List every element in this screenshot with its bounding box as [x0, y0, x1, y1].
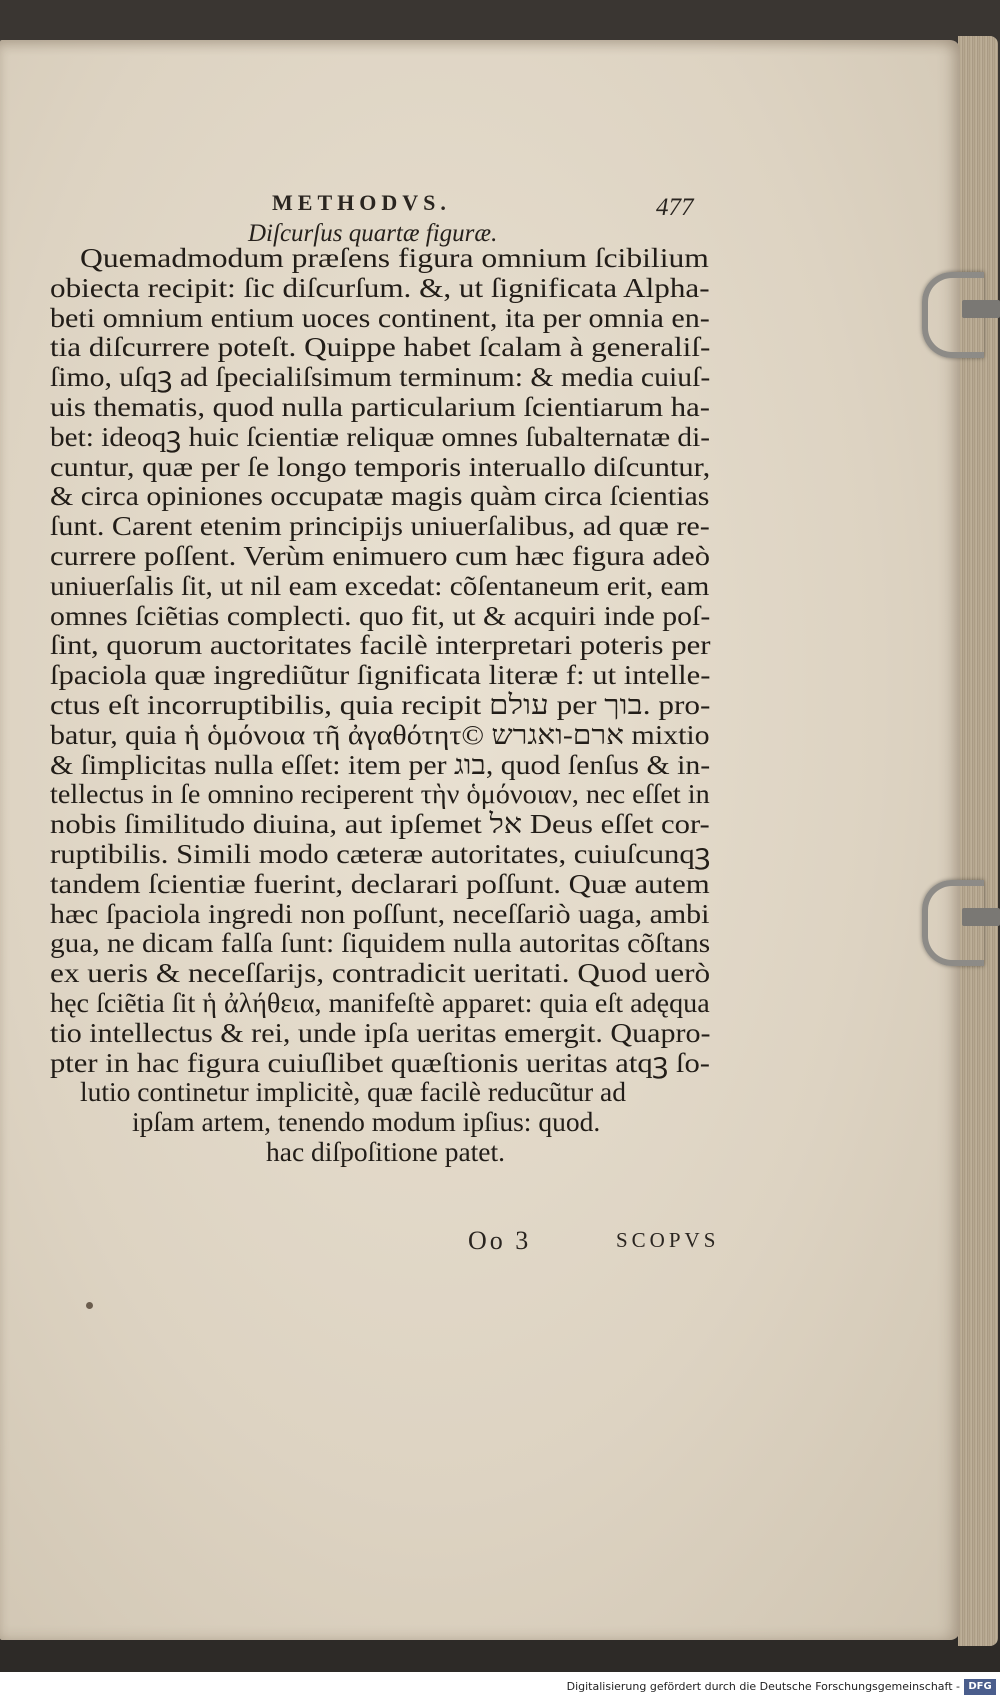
- page-number: 477: [656, 194, 694, 221]
- catchword: SCOPVS: [616, 1228, 720, 1252]
- text-line: pter in hac figura cuiuſlibet quæſtionis ueritas atqꝫ ſo-: [50, 1046, 710, 1078]
- text-line: & ſimplicitas nulla eſſet: item per בוג, quod ſenſus & in-: [50, 748, 711, 780]
- dfg-logo-icon: DFG: [964, 1679, 996, 1695]
- text-line: hac diſpoſitione patet.: [266, 1136, 506, 1167]
- text-line: tandem ſcientiæ fuerint, declarari poſſunt. Quæ autem: [50, 867, 710, 899]
- text-line: ipſam artem, tenendo modum ipſius: quod.: [132, 1106, 601, 1138]
- text-line: uis thematis, quod nulla particularium ſcientiarum ha-: [50, 391, 710, 422]
- text-line: tia diſcurrere poteſt. Quippe habet ſcalam à generaliſ-: [50, 331, 711, 363]
- text-line: uniuerſalis ſit, ut nil eam excedat: cõſentaneum erit, eam: [50, 569, 710, 601]
- text-line: hæc ſpaciola ingredi non poſſunt, neceſſariò uaga, ambi: [50, 897, 710, 929]
- text-line: ruptibilis. Simili modo cæteræ autoritates, cuiuſcunqꝫ: [50, 838, 711, 869]
- text-line: gua, ne dicam falſa ſunt: ſiquidem nulla autoritas cõſtans: [50, 927, 711, 959]
- text-line: lutio continetur implicitè, quæ facilè reducũtur ad: [80, 1076, 627, 1108]
- text-line: nobis ſimilitudo diuina, aut ipſemet אל Deus eſſet cor-: [50, 808, 710, 840]
- text-line: beti omnium entium uoces continent, ita per omnia en-: [50, 301, 710, 333]
- text-line: ſint, quorum auctoritates facilè interpretari poteris per: [50, 629, 711, 661]
- ink-spot: [86, 1302, 93, 1309]
- text-line: batur, quia ἡ ὁμόνοια τῆ ἀγαθότητ© ארם-ואגרש mixtio: [50, 718, 710, 750]
- section-subtitle: Diſcurſus quartæ figuræ.: [248, 220, 498, 247]
- running-title: METHODVS.: [272, 190, 451, 215]
- text-line: tellectus in ſe omnino reciperent τὴν ὁμόνοιαν, nec eſſet in: [50, 778, 710, 810]
- text-line: ſimo, uſqꝫ ad ſpecialiſsimum terminum: & media cuiuſ-: [50, 361, 711, 393]
- text-line: Quemadmodum præſens figura omnium ſcibilium: [80, 242, 709, 273]
- text-line: hęc ſciẽtia ſit ἡ ἀλήθεια, manifeſtè apparet: quia eſt adęqua: [50, 987, 710, 1018]
- clasp-strap-top: [962, 300, 1000, 318]
- book-page: [0, 40, 960, 1640]
- text-line: currere poſſent. Verùm enimuero cum hæc figura adeò: [50, 540, 710, 571]
- text-line: tio intellectus & rei, unde ipſa ueritas emergit. Quapro-: [50, 1016, 711, 1048]
- text-line: ex ueris & neceſſarijs, contradicit ueritati. Quod uerò: [50, 957, 711, 989]
- text-line: ſpaciola quæ ingrediũtur ſignificata literæ f: ut intelle-: [50, 659, 711, 691]
- text-line: cuntur, quæ per ſe longo temporis interuallo diſcuntur,: [50, 450, 711, 482]
- text-line: bet: ideoqꝫ huic ſcientiæ reliquæ omnes ſubalternatæ di-: [50, 420, 710, 452]
- text-line: ſunt. Carent etenim principijs uniuerſalibus, ad quæ re-: [50, 510, 710, 542]
- footer-credit: Digitalisierung gefördert durch die Deutsche Forschungsgemeinschaft -: [566, 1680, 960, 1693]
- text-line: omnes ſciẽtias complecti. quo fit, ut & acquiri inde poſ-: [50, 599, 711, 631]
- footer-bar: [0, 1672, 1000, 1704]
- clasp-strap-bottom: [962, 908, 1000, 926]
- signature-mark: Oo 3: [468, 1226, 532, 1255]
- text-line: obiecta recipit: ſic diſcurſum. &, ut ſignificata Alpha-: [50, 271, 710, 303]
- text-line: & circa opiniones occupatæ magis quàm circa ſcientias: [50, 480, 710, 512]
- text-line: ctus eſt incorruptibilis, quia recipit עולם per בוך. pro-: [50, 689, 711, 720]
